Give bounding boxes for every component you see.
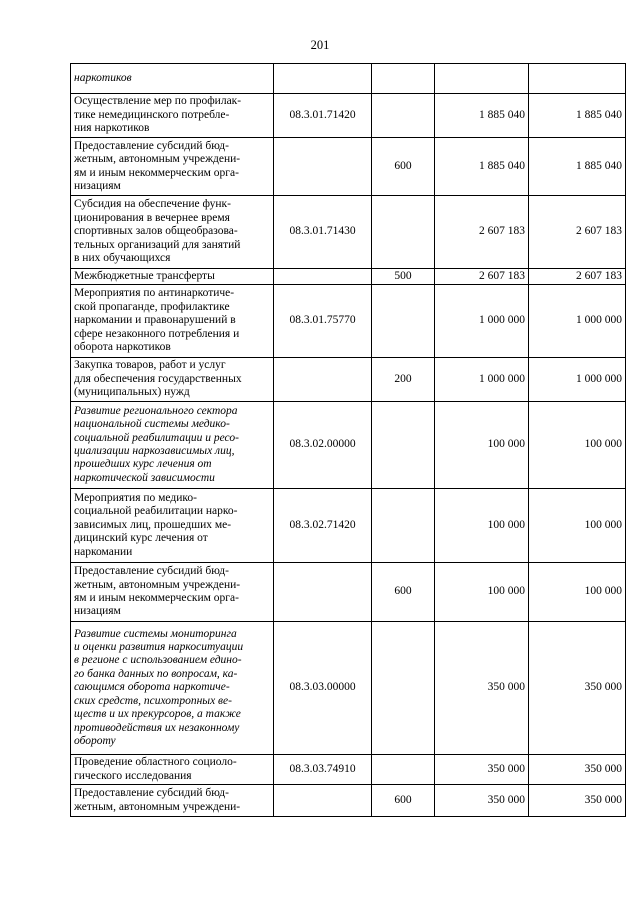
row-amount-1-cell: 2 607 183 [435,196,529,269]
row-name-text: Предоставление субсидий бюд- жетным, автономным учреждени- ям и иным некоммерческим орга- низациям [74,565,241,618]
row-name-text: Осуществление мер по профилак- тике немедицинского потребле- ния наркотиков [74,95,242,135]
row-amount-2-cell: 2 607 183 [529,269,626,285]
table-row [71,196,626,269]
row-code-cell: 08.3.03.00000 [274,622,372,755]
row-amount-2-cell: 1 000 000 [529,358,626,402]
row-amount-1-cell: 100 000 [435,402,529,489]
row-code-cell [274,138,372,196]
row-code-cell [274,64,372,94]
row-amount-2-cell: 350 000 [529,755,626,785]
row-name-cell [71,402,274,489]
row-name-cell [71,489,274,563]
row-name-text: Межбюджетные трансферты [74,269,215,282]
row-expense-type-cell [372,402,435,489]
table-row [71,785,626,817]
row-code-cell: 08.3.03.74910 [274,755,372,785]
table-row [71,94,626,138]
row-name-text: Предоставление субсидий бюд- жетным, автономным учреждени- ям и иным некоммерческим орга- низациям [74,139,241,192]
row-expense-type-cell [372,622,435,755]
table-row [71,358,626,402]
table-row [71,755,626,785]
row-name-cell [71,269,274,285]
row-code-cell: 08.3.02.00000 [274,402,372,489]
row-expense-type-cell: 600 [372,138,435,196]
row-name-text: Предоставление субсидий бюд- жетным, автономным учреждени- [74,787,241,813]
row-amount-1-cell: 2 607 183 [435,269,529,285]
row-amount-2-cell: 350 000 [529,785,626,817]
row-expense-type-cell [372,285,435,358]
budget-table-body [71,64,626,817]
row-amount-1-cell: 1 000 000 [435,285,529,358]
row-amount-2-cell [529,64,626,94]
row-amount-2-cell: 1 885 040 [529,94,626,138]
row-name-text: Развитие системы мониторинга и оценки развития наркоситуации в регионе с использованием едино- го банка данных по вопросам, ка- сающимся оборота наркотиче- ских средств, психотропных ве- ществ и их прекурсоров, а также противодействия их незаконному обороту [74,627,244,747]
row-name-cell [71,358,274,402]
row-amount-1-cell [435,64,529,94]
row-amount-2-cell: 100 000 [529,402,626,489]
row-amount-1-cell: 1 885 040 [435,94,529,138]
table-row [71,489,626,563]
row-name-cell [71,138,274,196]
row-expense-type-cell [372,94,435,138]
table-row [71,138,626,196]
row-amount-1-cell: 1 885 040 [435,138,529,196]
row-expense-type-cell [372,64,435,94]
row-name-cell [71,64,274,94]
table-row [71,269,626,285]
row-amount-2-cell: 2 607 183 [529,196,626,269]
row-amount-2-cell: 1 885 040 [529,138,626,196]
row-code-cell: 08.3.01.71430 [274,196,372,269]
table-row [71,563,626,622]
row-expense-type-cell: 200 [372,358,435,402]
row-amount-1-cell: 100 000 [435,489,529,563]
row-amount-2-cell: 1 000 000 [529,285,626,358]
row-name-cell [71,196,274,269]
row-expense-type-cell [372,755,435,785]
budget-table [70,63,626,817]
row-expense-type-cell: 600 [372,563,435,622]
table-row [71,64,626,94]
page-number: 201 [310,38,330,52]
row-code-cell: 08.3.01.71420 [274,94,372,138]
row-name-text: Мероприятия по медико- социальной реабилитации нарко- зависимых лиц, прошедших ме- дицинский курс лечения от наркомании [74,491,238,558]
row-amount-1-cell: 1 000 000 [435,358,529,402]
table-row [71,402,626,489]
row-expense-type-cell: 600 [372,785,435,817]
row-name-cell [71,785,274,817]
row-amount-1-cell: 350 000 [435,785,529,817]
row-name-text: Развитие регионального сектора национальной системы медико- социальной реабилитации и ресо- циализации наркозависимых лиц, прошедших курс лечения от наркотической зависимости [74,404,239,484]
row-amount-1-cell: 350 000 [435,755,529,785]
row-amount-2-cell: 350 000 [529,622,626,755]
row-expense-type-cell [372,196,435,269]
row-expense-type-cell: 500 [372,269,435,285]
row-amount-2-cell: 100 000 [529,489,626,563]
row-name-text: наркотиков [74,71,132,84]
row-code-cell: 08.3.02.71420 [274,489,372,563]
row-amount-2-cell: 100 000 [529,563,626,622]
row-code-cell [274,358,372,402]
row-name-cell [71,755,274,785]
row-amount-1-cell: 350 000 [435,622,529,755]
table-row [71,285,626,358]
row-name-text: Закупка товаров, работ и услуг для обеспечения государственных (муниципальных) нужд [74,359,242,399]
row-code-cell [274,269,372,285]
row-amount-1-cell: 100 000 [435,563,529,622]
row-name-cell [71,94,274,138]
row-expense-type-cell [372,489,435,563]
row-name-cell [71,563,274,622]
row-name-cell [71,285,274,358]
row-name-text: Мероприятия по антинаркотиче- ской пропаганде, профилактике наркомании и правонарушений в сфере незаконного потребления и оборота наркотиков [74,287,240,354]
row-code-cell [274,785,372,817]
row-code-cell [274,563,372,622]
row-name-text: Проведение областного социоло- гического исследования [74,756,237,782]
row-code-cell: 08.3.01.75770 [274,285,372,358]
row-name-text: Субсидия на обеспечение функ- ционирования в вечернее время спортивных залов общеобразова- тельных организаций для занятий в них обучающихся [74,198,241,265]
table-row [71,622,626,755]
row-name-cell [71,622,274,755]
